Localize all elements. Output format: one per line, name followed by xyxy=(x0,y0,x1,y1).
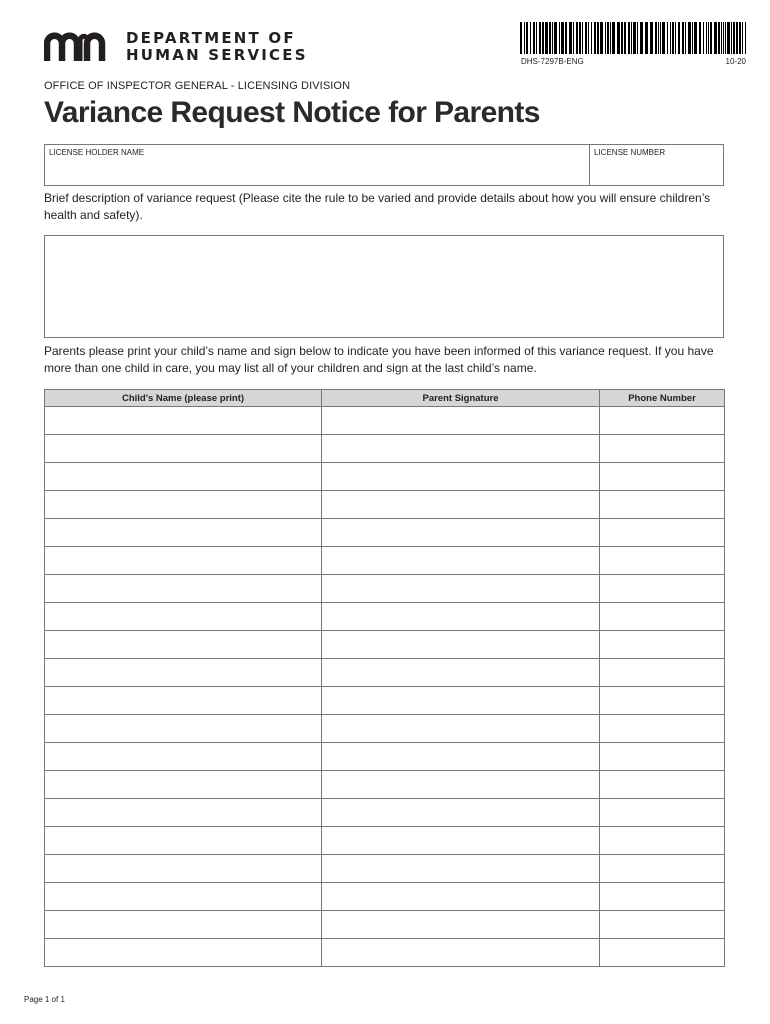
parents-instructions: Parents please print your child’s name and sign below to indicate you have been informed of this variance request. If you have more than one child in care, you may list all of your children and sign at the last child’s name. xyxy=(44,344,714,375)
license-holder-name-field[interactable] xyxy=(45,145,590,185)
mn-logo-icon xyxy=(44,30,120,62)
phone-number-cell[interactable] xyxy=(600,463,725,491)
table-row xyxy=(45,519,725,547)
phone-number-cell[interactable] xyxy=(600,407,725,435)
phone-number-cell[interactable] xyxy=(600,603,725,631)
form-date: 10-20 xyxy=(725,57,746,66)
table-row xyxy=(45,631,725,659)
table-row xyxy=(45,827,725,855)
variance-description-field[interactable] xyxy=(44,235,724,338)
phone-number-cell[interactable] xyxy=(600,547,725,575)
parent-signature-cell[interactable] xyxy=(322,883,600,911)
table-row xyxy=(45,407,725,435)
parent-signature-cell[interactable] xyxy=(322,771,600,799)
child-name-cell[interactable] xyxy=(45,939,322,967)
parent-signature-cell[interactable] xyxy=(322,519,600,547)
agency-name xyxy=(126,30,308,64)
phone-number-cell[interactable] xyxy=(600,659,725,687)
parent-signature-cell[interactable] xyxy=(322,855,600,883)
table-row xyxy=(45,911,725,939)
phone-number-cell[interactable] xyxy=(600,715,725,743)
phone-number-cell[interactable] xyxy=(600,771,725,799)
child-name-cell[interactable] xyxy=(45,463,322,491)
parent-signature-cell[interactable] xyxy=(322,407,600,435)
phone-number-cell[interactable] xyxy=(600,855,725,883)
table-row xyxy=(45,659,725,687)
phone-number-cell[interactable] xyxy=(600,883,725,911)
table-row xyxy=(45,491,725,519)
phone-number-cell[interactable] xyxy=(600,491,725,519)
table-row xyxy=(45,883,725,911)
column-header-phone-number: Phone Number xyxy=(600,390,725,407)
phone-number-cell[interactable] xyxy=(600,939,725,967)
child-name-cell[interactable] xyxy=(45,911,322,939)
column-header-parent-signature: Parent Signature xyxy=(322,390,600,407)
table-row xyxy=(45,575,725,603)
phone-number-cell[interactable] xyxy=(600,799,725,827)
table-row xyxy=(45,855,725,883)
office-line: OFFICE OF INSPECTOR GENERAL - LICENSING DIVISION xyxy=(44,80,351,92)
column-header-child-name: Child's Name (please print) xyxy=(45,390,322,407)
table-row xyxy=(45,743,725,771)
license-number-field[interactable] xyxy=(590,145,723,185)
child-name-cell[interactable] xyxy=(45,547,322,575)
phone-number-cell[interactable] xyxy=(600,519,725,547)
child-name-cell[interactable] xyxy=(45,631,322,659)
table-row xyxy=(45,463,725,491)
phone-number-cell[interactable] xyxy=(600,435,725,463)
table-row xyxy=(45,547,725,575)
parent-signature-cell[interactable] xyxy=(322,687,600,715)
parent-signature-cell[interactable] xyxy=(322,827,600,855)
table-row xyxy=(45,687,725,715)
phone-number-cell[interactable] xyxy=(600,687,725,715)
child-name-cell[interactable] xyxy=(45,603,322,631)
parent-signature-cell[interactable] xyxy=(322,715,600,743)
phone-number-cell[interactable] xyxy=(600,911,725,939)
table-row xyxy=(45,715,725,743)
child-name-cell[interactable] xyxy=(45,519,322,547)
child-name-cell[interactable] xyxy=(45,771,322,799)
page-number: Page 1 of 1 xyxy=(24,995,65,1004)
child-name-cell[interactable] xyxy=(45,407,322,435)
child-name-cell[interactable] xyxy=(45,575,322,603)
phone-number-cell[interactable] xyxy=(600,631,725,659)
table-row xyxy=(45,435,725,463)
table-row xyxy=(45,603,725,631)
parent-signature-cell[interactable] xyxy=(322,939,600,967)
parent-signature-cell[interactable] xyxy=(322,491,600,519)
agency-line-2: HUMAN SERVICES xyxy=(126,46,308,64)
child-name-cell[interactable] xyxy=(45,435,322,463)
child-name-cell[interactable] xyxy=(45,491,322,519)
child-name-cell[interactable] xyxy=(45,715,322,743)
phone-number-cell[interactable] xyxy=(600,575,725,603)
phone-number-cell[interactable] xyxy=(600,827,725,855)
parent-signature-cell[interactable] xyxy=(322,435,600,463)
child-name-cell[interactable] xyxy=(45,799,322,827)
table-row xyxy=(45,939,725,967)
license-row xyxy=(44,144,724,186)
child-name-cell[interactable] xyxy=(45,827,322,855)
parent-signature-cell[interactable] xyxy=(322,799,600,827)
child-name-cell[interactable] xyxy=(45,659,322,687)
parent-signature-cell[interactable] xyxy=(322,463,600,491)
parent-signature-cell[interactable] xyxy=(322,631,600,659)
table-row xyxy=(45,799,725,827)
child-name-cell[interactable] xyxy=(45,743,322,771)
child-name-cell[interactable] xyxy=(45,687,322,715)
agency-line-1: DEPARTMENT OF xyxy=(126,29,296,47)
form-number: DHS-7297B-ENG xyxy=(521,57,584,66)
table-row xyxy=(45,771,725,799)
child-name-cell[interactable] xyxy=(45,855,322,883)
child-name-cell[interactable] xyxy=(45,883,322,911)
signature-table xyxy=(44,389,725,967)
brief-description-instructions: Brief description of variance request (Please cite the rule to be varied and provide details about how you will ensure children’s health and safety). xyxy=(44,191,711,222)
barcode-icon xyxy=(520,22,746,54)
parent-signature-cell[interactable] xyxy=(322,575,600,603)
parent-signature-cell[interactable] xyxy=(322,911,600,939)
phone-number-cell[interactable] xyxy=(600,743,725,771)
table-header-row xyxy=(45,390,725,407)
parent-signature-cell[interactable] xyxy=(322,603,600,631)
parent-signature-cell[interactable] xyxy=(322,659,600,687)
license-holder-name-label: LICENSE HOLDER NAME xyxy=(49,148,145,157)
license-number-label: LICENSE NUMBER xyxy=(594,148,666,157)
parent-signature-cell[interactable] xyxy=(322,743,600,771)
parent-signature-cell[interactable] xyxy=(322,547,600,575)
page-title: Variance Request Notice for Parents xyxy=(44,96,540,129)
